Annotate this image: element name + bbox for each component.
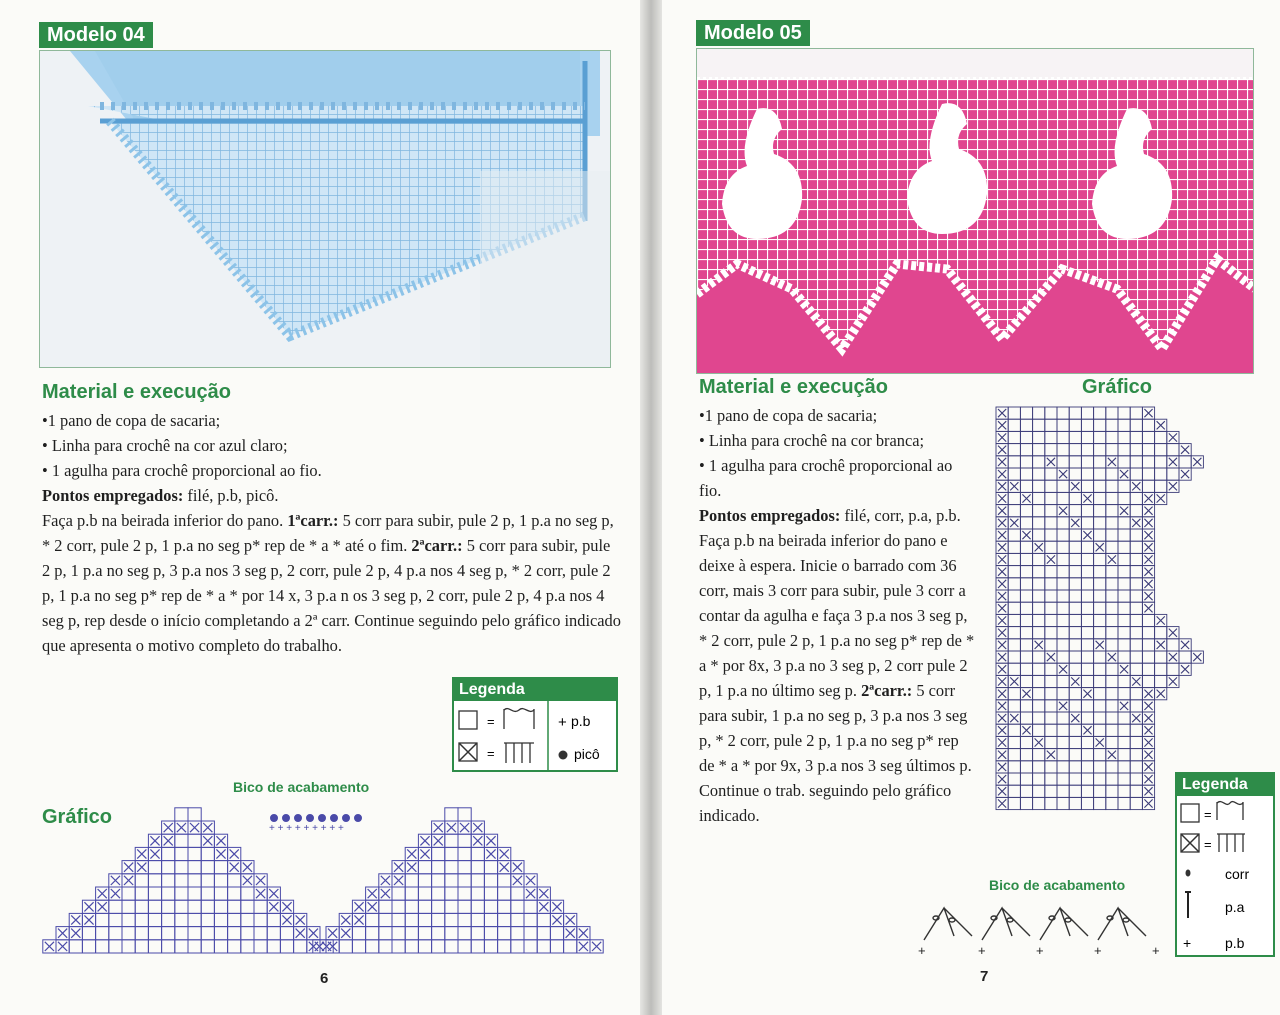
filled-stitch-icon <box>504 743 534 763</box>
model-05-grafico-title: Gráfico <box>1082 376 1153 398</box>
book-gutter <box>640 0 662 1015</box>
svg-text:+ + + + + + + + +: + + + + + + + + + <box>269 823 344 832</box>
material-item: • 1 agulha para crochê proporcional ao fio. <box>42 461 322 480</box>
empty-square-icon <box>1181 804 1199 822</box>
pontos-empregados: Pontos empregados: filé, p.b, picô. <box>42 486 279 505</box>
legend-equals: = <box>1204 837 1212 852</box>
model-05-crochet-chart <box>992 405 1252 823</box>
chain-stitch-icon <box>1186 870 1191 877</box>
legend-pico-label: picô <box>574 746 600 762</box>
svg-text:+: + <box>1152 943 1160 958</box>
legend-corr-label: corr <box>1225 866 1250 882</box>
model-04-tag: Modelo 04 <box>39 22 153 48</box>
model-05-instructions <box>699 403 975 828</box>
model-04-bico-title: Bico de acabamento <box>233 779 370 795</box>
model-05-legend <box>1175 772 1275 957</box>
svg-text:+: + <box>1036 943 1044 958</box>
blue-towel-illustration <box>40 51 611 368</box>
mesh-stitch-icon <box>1217 802 1243 820</box>
material-item: • Linha para crochê na cor azul claro; <box>42 436 288 455</box>
model-04-legend <box>452 677 618 772</box>
legend-title: Legenda <box>454 679 616 701</box>
execution-paragraph: Faça p.b na beirada inferior do pano. 1ªcarr.: 5 corr para subir, pule 2 p, 1 p.a no seg p, * 2 corr, pule 2 p, 1 p.a no seg p* rep de * a * até o fim. 2ªcarr.: 5 corr para subir, pule 2 p, 1 p.a no seg p, 3 p.a nos 3 seg p, 2 corr, pule 2 p, 4 p.a nos 4 seg p, * 2 corr, pule 2 p, 1 p.a no seg p* rep de * a * por 14 x, 3 p.a n os 3 seg p, 2 corr, pule 2 p, 4 p.a nos 4 seg p, rep desde o início completando a 2ª carr. Continue seguindo pelo gráfico indicado que apresenta o motivo completo do trabalho. <box>42 511 621 655</box>
svg-text:+: + <box>918 943 926 958</box>
model-04-material-title: Material e execução <box>42 381 231 403</box>
legend-title: Legenda <box>1177 774 1273 796</box>
svg-text:+: + <box>1094 943 1102 958</box>
pink-fabric-filet-illustration <box>697 49 1254 374</box>
model-04-grafico-title: Gráfico <box>42 806 113 828</box>
execution-paragraph: Faça p.b na beirada inferior do pano e deixe à espera. Inicie o barrado com 36 corr, mais 3 corr para subir, pule 3 corr a contar da agulha e faça 3 p.a nos 3 seg p, * 2 corr, pule 2 p, 1 p.a no seg p* rep de * a * por 8x, 3 p.a no 3 seg p, 2 corr pule 2 p, 1 p.a no último seg p. 2ªcarr.: 5 corr para subir, 1 p.a no seg p, 3 p.a nos 3 seg p, * 2 corr, pule 2 p, 1 p.a no seg p* rep de * a * por 9x, 3 p.a nos 3 seg últimos p. Continue o trab. seguindo pelo gráfico indicado. <box>699 531 975 825</box>
legend-symbols <box>1177 796 1273 956</box>
bico-stitch-diagram <box>914 898 1169 960</box>
material-item: •1 pano de copa de sacaria; <box>42 411 221 430</box>
model-04-crochet-chart <box>42 800 608 954</box>
material-item: • Linha para crochê na cor branca; <box>699 431 925 450</box>
model-05-tag: Modelo 05 <box>696 20 810 46</box>
legend-equals: = <box>1204 807 1212 822</box>
model-05-bico-title: Bico de acabamento <box>989 877 1126 893</box>
plus-icon: + <box>1183 935 1192 951</box>
legend-pb-label: p.b <box>1225 935 1245 951</box>
legend-pa-label: p.a <box>1225 899 1245 915</box>
empty-square-icon <box>459 711 477 729</box>
pontos-empregados: Pontos empregados: filé, corr, p.a, p.b. <box>699 506 961 525</box>
mesh-stitch-icon <box>504 709 534 729</box>
material-item: • 1 agulha para crochê proporcional ao fio. <box>699 456 953 500</box>
filled-stitch-icon <box>1217 834 1245 852</box>
pico-icon <box>559 751 568 760</box>
model-04-instructions <box>42 408 622 658</box>
svg-text:+: + <box>978 943 986 958</box>
page-number-6: 6 <box>320 970 329 987</box>
model-05-photo <box>696 48 1254 374</box>
right-page <box>662 0 1280 1015</box>
legend-equals: = <box>487 746 495 761</box>
plus-icon: + <box>558 714 567 731</box>
legend-pb-label: p.b <box>571 713 591 729</box>
legend-symbols <box>454 701 616 771</box>
page-number-7: 7 <box>980 968 989 985</box>
model-05-material-title: Material e execução <box>699 376 888 398</box>
model-04-photo <box>39 50 611 368</box>
legend-equals: = <box>487 714 495 729</box>
double-crochet-icon <box>1185 892 1191 918</box>
material-item: •1 pano de copa de sacaria; <box>699 406 878 425</box>
